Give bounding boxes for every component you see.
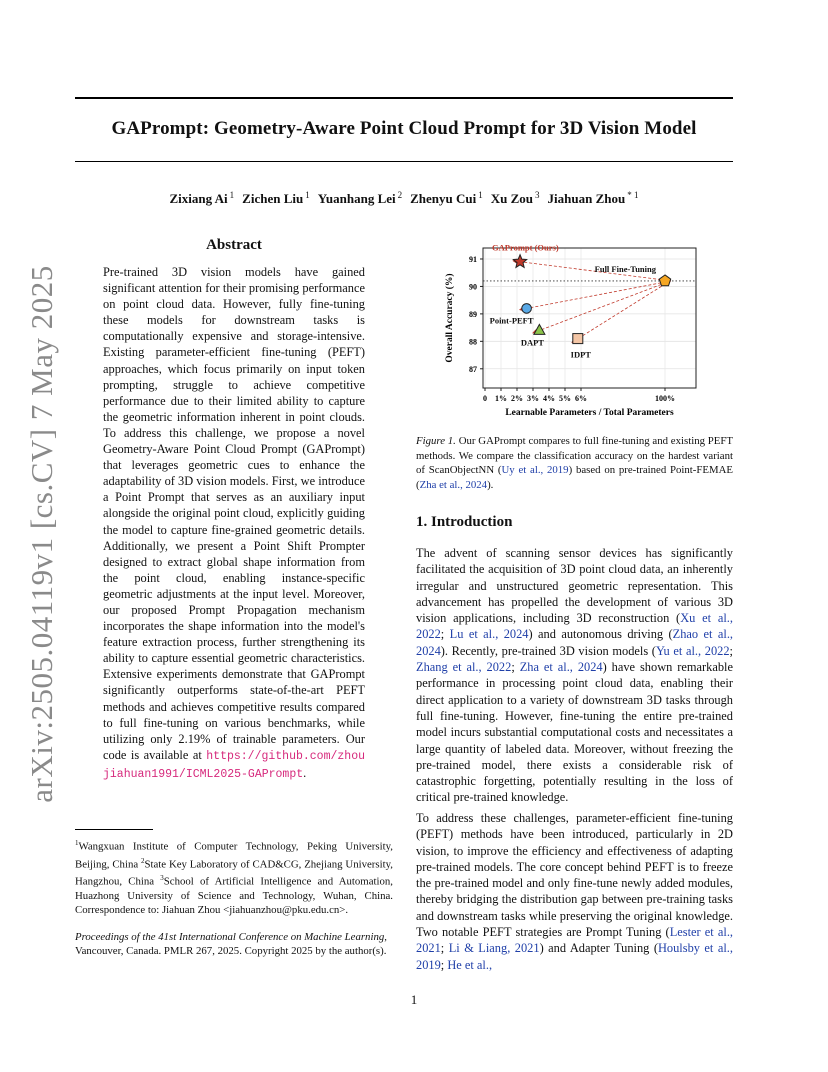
- footnote-rule: [75, 829, 153, 830]
- paper-title: GAPrompt: Geometry-Aware Point Cloud Prompt for 3D Vision Model: [111, 118, 697, 139]
- marker-pentagon: [659, 275, 670, 286]
- x-tick-label: 3%: [527, 394, 539, 403]
- figure-1: [438, 240, 718, 420]
- x-tick-label: 0: [483, 394, 487, 403]
- paragraph-text: ;: [440, 957, 448, 972]
- figure-label: Figure 1.: [416, 435, 456, 447]
- citation-link[interactable]: Lester et al., 2021: [416, 925, 734, 956]
- title-bottom-rule: [75, 161, 733, 162]
- proceedings-note: [75, 930, 393, 958]
- paragraph-text: ) and autonomous driving (: [528, 627, 673, 642]
- section-heading-introduction: 1. Introduction: [416, 514, 513, 530]
- x-tick-label: 2%: [511, 394, 523, 403]
- marker-square: [573, 334, 583, 344]
- marker-circle: [522, 304, 532, 314]
- caption-text-3: ).: [487, 478, 494, 491]
- point-label: DAPT: [520, 337, 544, 348]
- point-label: IDPT: [570, 349, 591, 360]
- accuracy-vs-params-chart: [438, 240, 718, 420]
- y-tick-label: 90: [469, 282, 477, 292]
- author-name: Jiahuan Zhou $^{* 1}$: [547, 190, 639, 206]
- caption-text-2: ) based on pre-trained Point-FEMAE (: [416, 464, 733, 491]
- abstract-text: Pre-trained 3D vision models have gained significant attention for their promising performance on point cloud data. However, fully fine-tuning these models for downstream tasks is computationally expensive and storage-intensive. Existing parameter-efficient fine-tuning (PEFT) approaches, which focus primarily on input token prompting, struggle to achieve competitive performance due to their limited ability to capture the geometric information inherent in point clouds. To address this challenge, we propose a novel Geometry-Aware Point Cloud Prompt (GAPrompt) that leverages geometric cues to enhance the adaptability of 3D vision models. First, we introduce a Point Prompt that serves as an auxiliary input alongside the original point cloud, explicitly guiding the model to capture fine-grained geometric details. Additionally, we present a Point Shift Prompter designed to extract global shape information from the point cloud, enabling instance-specific geometric adjustments at the input level. Moreover, our proposed Prompt Propagation mechanism incorporates the shape information into the model's feature extraction process, further strengthening its ability to capture essential geometric characteristics. Extensive experiments demonstrate that GAPrompt significantly outperforms state-of-the-art PEFT methods and achieves competitive results compared to full fine-tuning on various benchmarks, while utilizing only 2.19% of trainable parameters. Our code is available at: [103, 265, 365, 762]
- paragraph-text: ) and Adapter Tuning (: [539, 941, 658, 956]
- author-name: Yuanhang Lei $^2$: [317, 190, 403, 206]
- y-axis-label: Overall Accuracy (%): [445, 273, 455, 363]
- paragraph-text: The advent of scanning sensor devices has significantly facilitated the acquisition of 3D point cloud data, an inherently irregular and unstructured geometric representation. This advancement has propelled the development of various 3D vision applications, including 3D reconstruction (: [416, 546, 733, 626]
- citation-link[interactable]: Li & Liang, 2021: [448, 941, 540, 956]
- figure-caption: [416, 434, 733, 492]
- page-number: 1: [410, 992, 418, 1007]
- paragraph-text: ) have shown remarkable performance in processing point cloud data, enabling their direct application to a variety of downstream 3D tasks through full fine-tuning. However, fine-tuning the entire pre-trained model incurs substantial computational costs and necessitates a large quantity of labeled data. Moreover, without freezing the pre-trained model, there exists a considerable risk of catastrophic forgetting, potentially resulting in the loss of critical pre-trained knowledge.: [416, 660, 733, 805]
- y-tick-label: 89: [469, 309, 477, 319]
- proceedings-venue: Proceedings of the 41st International Conference on Machine Learning: [75, 931, 385, 943]
- marker-star: [513, 255, 526, 268]
- intro-paragraph-1: [416, 545, 733, 806]
- footnote-aff2: State Key Laboratory of CAD&CG, Zhejiang University, Hangzhou, China: [75, 858, 394, 888]
- citation-link[interactable]: Xu et al., 2022: [416, 611, 733, 642]
- x-tick-label: 6%: [575, 394, 587, 403]
- arrow-line: [533, 281, 671, 333]
- arrow-line: [520, 281, 671, 310]
- citation-link[interactable]: Zha et al., 2024: [519, 660, 603, 675]
- caption-text-1: Our GAPrompt compares to full fine-tuning and existing PEFT methods. We compare the classification accuracy on the hardest variant of ScanObjectNN (: [416, 435, 733, 477]
- author-name: Zichen Liu $^1$: [242, 190, 310, 206]
- point-label: GAPrompt (Ours): [492, 242, 559, 253]
- citation-link[interactable]: Zhang et al., 2022: [416, 660, 512, 675]
- citation-link[interactable]: He et al.,: [447, 957, 493, 972]
- x-tick-label: 1%: [495, 394, 507, 403]
- paragraph-text: ). Recently, pre-trained 3D vision models (: [440, 643, 656, 658]
- point-label: Point-PEFT: [489, 315, 534, 326]
- citation-link[interactable]: Zhao et al., 2024: [416, 627, 734, 658]
- author-name: Xu Zou $^3$: [490, 190, 540, 206]
- abstract-end: .: [303, 765, 307, 780]
- paragraph-text: To address these challenges, parameter-efficient fine-tuning (PEFT) methods have been introduced, particularly in 2D vision, to improve the efficiency and effectiveness of adapting pre-trained models. The core concept behind PEFT is to freeze the pre-trained model and only fine-tune newly added modules, thereby bridging the distribution gap between pre-training tasks and downstream tasks while preserving the original knowledge. Two notable PEFT strategies are Prompt Tuning (: [416, 811, 733, 940]
- y-tick-label: 87: [469, 364, 477, 374]
- x-tick-label: 5%: [559, 394, 571, 403]
- abstract-heading: Abstract: [206, 237, 262, 253]
- citation-link[interactable]: Uy et al., 2019: [501, 464, 569, 477]
- arxiv-id-label[interactable]: arXiv:2505.04119v1 [cs.CV] 7 May 2025: [24, 265, 59, 803]
- intro-paragraph-2: [416, 810, 733, 973]
- affiliation-footnote: $^1$Wangxuan Institute of Computer Technology, Peking University, Beijing, China $^2$State Key Laboratory of CAD&CG, Zhejiang University, Hangzhou, China $^3$School of Artificial Intelligence and Automation, Huazhong University of Science and Technology, Wuhan, China. Correspondence to: Jiahuan Zhou <jiahuanzhou@pku.edu.cn>.: [75, 839, 394, 917]
- point-label: Full Fine-Tuning: [594, 263, 656, 274]
- author-list: [75, 190, 733, 207]
- y-tick-label: 88: [469, 337, 477, 347]
- title-top-rule: [75, 97, 733, 99]
- citation-link[interactable]: Zha et al., 2024: [419, 478, 488, 491]
- citation-link[interactable]: Yu et al., 2022: [655, 643, 730, 658]
- citation-link[interactable]: Houlsby et al., 2019: [416, 941, 733, 972]
- paragraph-text: ;: [511, 660, 520, 675]
- footnote-aff3: School of Artificial Intelligence and Automation, Huazhong University of Science and Technology, Wuhan, China. Correspondence to: Jiahuan Zhou <jiahuanzhou@pku.edu.cn>.: [75, 875, 393, 917]
- y-tick-label: 91: [469, 254, 477, 264]
- proceedings-rest: , Vancouver, Canada. PMLR 267, 2025. Copyright 2025 by the author(s).: [75, 931, 387, 958]
- citation-link[interactable]: Lu et al., 2024: [449, 627, 529, 642]
- x-tick-label: 4%: [543, 394, 555, 403]
- footnote-aff1: Wangxuan Institute of Computer Technology, Peking University, Beijing, China: [75, 840, 393, 871]
- paragraph-text: ;: [440, 941, 449, 956]
- author-name: Zixiang Ai $^1$: [169, 190, 235, 206]
- x-tick-label: 100%: [655, 394, 675, 403]
- abstract-body: [103, 264, 365, 783]
- paragraph-text: ;: [440, 627, 450, 642]
- paragraph-text: ;: [729, 643, 733, 658]
- author-name: Zhenyu Cui $^1$: [410, 190, 483, 206]
- code-link[interactable]: https://github.com/zhoujiahuan1991/ICML2025-GAPrompt: [103, 749, 365, 781]
- x-axis-label: Learnable Parameters / Total Parameters: [505, 408, 674, 418]
